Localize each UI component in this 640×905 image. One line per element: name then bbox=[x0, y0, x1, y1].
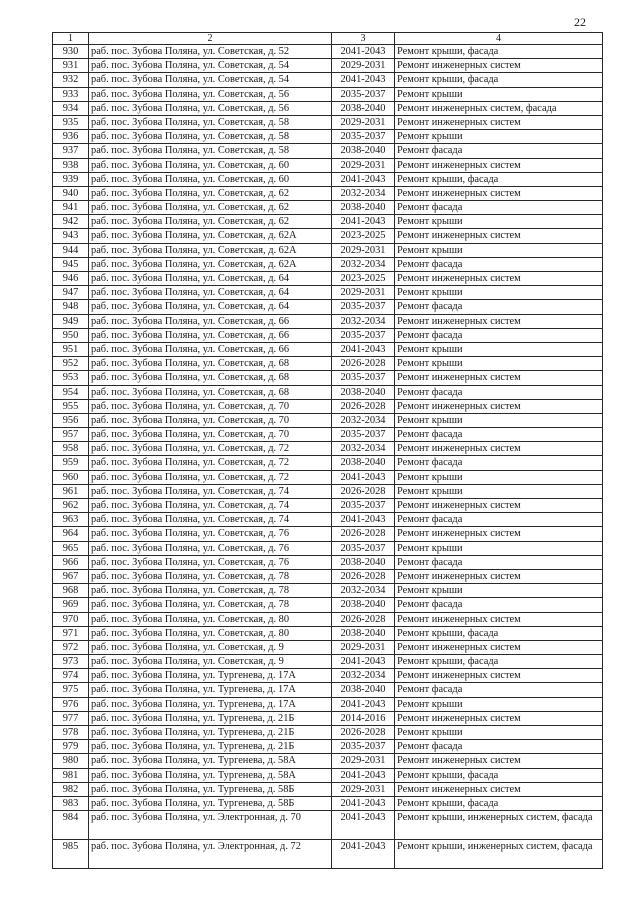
address-cell: раб. пос. Зубова Поляна, ул. Советская, д. 70 bbox=[89, 413, 332, 427]
work-type-cell: Ремонт крыши bbox=[395, 541, 603, 555]
table-row bbox=[53, 328, 603, 342]
header-cell-1: 1 bbox=[53, 33, 89, 45]
header-row bbox=[53, 33, 603, 45]
address-cell: раб. пос. Зубова Поляна, ул. Советская, д. 62А bbox=[89, 229, 332, 243]
address-cell: раб. пос. Зубова Поляна, ул. Тургенева, д. 17А bbox=[89, 683, 332, 697]
period-cell: 2029-2031 bbox=[332, 243, 395, 257]
row-number-cell: 958 bbox=[53, 442, 89, 456]
address-cell: раб. пос. Зубова Поляна, ул. Советская, д. 64 bbox=[89, 286, 332, 300]
period-cell: 2041-2043 bbox=[332, 840, 395, 869]
table-row bbox=[53, 144, 603, 158]
period-cell: 2035-2037 bbox=[332, 371, 395, 385]
table-row bbox=[53, 612, 603, 626]
period-cell: 2038-2040 bbox=[332, 101, 395, 115]
period-cell: 2041-2043 bbox=[332, 513, 395, 527]
work-type-cell: Ремонт фасада bbox=[395, 328, 603, 342]
period-cell: 2026-2028 bbox=[332, 484, 395, 498]
address-cell: раб. пос. Зубова Поляна, ул. Советская, д. 66 bbox=[89, 342, 332, 356]
work-type-cell: Ремонт крыши, фасада bbox=[395, 768, 603, 782]
period-cell: 2032-2034 bbox=[332, 442, 395, 456]
table-row bbox=[53, 569, 603, 583]
table-body bbox=[53, 45, 603, 869]
row-number-cell: 941 bbox=[53, 201, 89, 215]
row-number-cell: 984 bbox=[53, 811, 89, 840]
page-number: 22 bbox=[574, 15, 586, 29]
row-number-cell: 956 bbox=[53, 413, 89, 427]
work-type-cell: Ремонт крыши bbox=[395, 413, 603, 427]
period-cell: 2041-2043 bbox=[332, 215, 395, 229]
table-row bbox=[53, 385, 603, 399]
period-cell: 2029-2031 bbox=[332, 782, 395, 796]
address-cell: раб. пос. Зубова Поляна, ул. Тургенева, д. 58Б bbox=[89, 782, 332, 796]
table-row bbox=[53, 229, 603, 243]
table-row bbox=[53, 314, 603, 328]
work-type-cell: Ремонт фасада bbox=[395, 300, 603, 314]
row-number-cell: 976 bbox=[53, 697, 89, 711]
work-type-cell: Ремонт инженерных систем bbox=[395, 229, 603, 243]
work-type-cell: Ремонт крыши bbox=[395, 470, 603, 484]
work-type-cell: Ремонт инженерных систем bbox=[395, 115, 603, 129]
work-type-cell: Ремонт инженерных систем bbox=[395, 569, 603, 583]
row-number-cell: 935 bbox=[53, 115, 89, 129]
work-type-cell: Ремонт крыши, фасада bbox=[395, 73, 603, 87]
row-number-cell: 940 bbox=[53, 186, 89, 200]
table-row bbox=[53, 272, 603, 286]
work-type-cell: Ремонт крыши, фасада bbox=[395, 172, 603, 186]
address-cell: раб. пос. Зубова Поляна, ул. Советская, д. 78 bbox=[89, 584, 332, 598]
row-number-cell: 979 bbox=[53, 740, 89, 754]
row-number-cell: 961 bbox=[53, 484, 89, 498]
row-number-cell: 967 bbox=[53, 569, 89, 583]
period-cell: 2032-2034 bbox=[332, 584, 395, 598]
table-row bbox=[53, 442, 603, 456]
period-cell: 2035-2037 bbox=[332, 541, 395, 555]
period-cell: 2041-2043 bbox=[332, 73, 395, 87]
table-row bbox=[53, 115, 603, 129]
period-cell: 2038-2040 bbox=[332, 683, 395, 697]
address-cell: раб. пос. Зубова Поляна, ул. Советская, д. 62 bbox=[89, 215, 332, 229]
work-type-cell: Ремонт фасада bbox=[395, 598, 603, 612]
work-type-cell: Ремонт инженерных систем bbox=[395, 782, 603, 796]
address-cell: раб. пос. Зубова Поляна, ул. Советская, д. 54 bbox=[89, 59, 332, 73]
address-cell: раб. пос. Зубова Поляна, ул. Советская, д. 64 bbox=[89, 272, 332, 286]
work-type-cell: Ремонт крыши bbox=[395, 342, 603, 356]
table-row bbox=[53, 669, 603, 683]
address-cell: раб. пос. Зубова Поляна, ул. Электронная, д. 72 bbox=[89, 840, 332, 869]
work-type-cell: Ремонт крыши bbox=[395, 243, 603, 257]
period-cell: 2041-2043 bbox=[332, 342, 395, 356]
address-cell: раб. пос. Зубова Поляна, ул. Советская, д. 62А bbox=[89, 257, 332, 271]
row-number-cell: 971 bbox=[53, 626, 89, 640]
table-row bbox=[53, 541, 603, 555]
work-type-cell: Ремонт крыши bbox=[395, 215, 603, 229]
address-cell: раб. пос. Зубова Поляна, ул. Советская, д. 80 bbox=[89, 612, 332, 626]
table-row bbox=[53, 87, 603, 101]
work-type-cell: Ремонт инженерных систем bbox=[395, 59, 603, 73]
table-row bbox=[53, 711, 603, 725]
work-type-cell: Ремонт крыши, инженерных систем, фасада bbox=[395, 840, 603, 869]
period-cell: 2035-2037 bbox=[332, 740, 395, 754]
address-cell: раб. пос. Зубова Поляна, ул. Советская, д. 60 bbox=[89, 172, 332, 186]
work-type-cell: Ремонт инженерных систем bbox=[395, 499, 603, 513]
table-row bbox=[53, 598, 603, 612]
header-cell-2: 2 bbox=[89, 33, 332, 45]
table-row bbox=[53, 357, 603, 371]
period-cell: 2026-2028 bbox=[332, 612, 395, 626]
work-type-cell: Ремонт инженерных систем bbox=[395, 186, 603, 200]
row-number-cell: 946 bbox=[53, 272, 89, 286]
address-cell: раб. пос. Зубова Поляна, ул. Советская, д. 58 bbox=[89, 144, 332, 158]
work-type-cell: Ремонт инженерных систем bbox=[395, 399, 603, 413]
table-row bbox=[53, 243, 603, 257]
work-type-cell: Ремонт инженерных систем bbox=[395, 527, 603, 541]
table-row bbox=[53, 527, 603, 541]
work-type-cell: Ремонт фасада bbox=[395, 683, 603, 697]
address-cell: раб. пос. Зубова Поляна, ул. Советская, д. 9 bbox=[89, 655, 332, 669]
work-type-cell: Ремонт инженерных систем bbox=[395, 640, 603, 654]
work-type-cell: Ремонт инженерных систем bbox=[395, 442, 603, 456]
address-cell: раб. пос. Зубова Поляна, ул. Тургенева, д. 58А bbox=[89, 768, 332, 782]
address-cell: раб. пос. Зубова Поляна, ул. Советская, д. 62А bbox=[89, 243, 332, 257]
address-cell: раб. пос. Зубова Поляна, ул. Советская, д. 76 bbox=[89, 541, 332, 555]
period-cell: 2032-2034 bbox=[332, 413, 395, 427]
table-row bbox=[53, 300, 603, 314]
work-type-cell: Ремонт крыши bbox=[395, 87, 603, 101]
row-number-cell: 983 bbox=[53, 796, 89, 810]
work-type-cell: Ремонт фасада bbox=[395, 201, 603, 215]
address-cell: раб. пос. Зубова Поляна, ул. Советская, д. 78 bbox=[89, 569, 332, 583]
work-type-cell: Ремонт фасада bbox=[395, 428, 603, 442]
row-number-cell: 985 bbox=[53, 840, 89, 869]
period-cell: 2038-2040 bbox=[332, 201, 395, 215]
table-row bbox=[53, 484, 603, 498]
work-type-cell: Ремонт крыши, инженерных систем, фасада bbox=[395, 811, 603, 840]
address-cell: раб. пос. Зубова Поляна, ул. Советская, д. 54 bbox=[89, 73, 332, 87]
address-cell: раб. пос. Зубова Поляна, ул. Советская, д. 60 bbox=[89, 158, 332, 172]
work-type-cell: Ремонт инженерных систем bbox=[395, 314, 603, 328]
row-number-cell: 970 bbox=[53, 612, 89, 626]
table-row bbox=[53, 683, 603, 697]
row-number-cell: 960 bbox=[53, 470, 89, 484]
work-type-cell: Ремонт крыши bbox=[395, 130, 603, 144]
table-row bbox=[53, 640, 603, 654]
address-cell: раб. пос. Зубова Поляна, ул. Советская, д. 76 bbox=[89, 527, 332, 541]
row-number-cell: 968 bbox=[53, 584, 89, 598]
period-cell: 2026-2028 bbox=[332, 527, 395, 541]
row-number-cell: 969 bbox=[53, 598, 89, 612]
row-number-cell: 963 bbox=[53, 513, 89, 527]
address-cell: раб. пос. Зубова Поляна, ул. Советская, д. 56 bbox=[89, 87, 332, 101]
work-type-cell: Ремонт крыши bbox=[395, 584, 603, 598]
work-type-cell: Ремонт инженерных систем bbox=[395, 711, 603, 725]
table-row bbox=[53, 172, 603, 186]
period-cell: 2041-2043 bbox=[332, 172, 395, 186]
period-cell: 2035-2037 bbox=[332, 87, 395, 101]
period-cell: 2041-2043 bbox=[332, 470, 395, 484]
work-type-cell: Ремонт инженерных систем bbox=[395, 371, 603, 385]
period-cell: 2038-2040 bbox=[332, 598, 395, 612]
address-cell: раб. пос. Зубова Поляна, ул. Советская, д. 62 bbox=[89, 186, 332, 200]
period-cell: 2035-2037 bbox=[332, 300, 395, 314]
period-cell: 2023-2025 bbox=[332, 229, 395, 243]
period-cell: 2029-2031 bbox=[332, 640, 395, 654]
period-cell: 2038-2040 bbox=[332, 626, 395, 640]
work-type-cell: Ремонт крыши, фасада bbox=[395, 796, 603, 810]
address-cell: раб. пос. Зубова Поляна, ул. Советская, д. 70 bbox=[89, 399, 332, 413]
period-cell: 2035-2037 bbox=[332, 499, 395, 513]
address-cell: раб. пос. Зубова Поляна, ул. Советская, д. 66 bbox=[89, 328, 332, 342]
work-type-cell: Ремонт крыши bbox=[395, 697, 603, 711]
table-row bbox=[53, 413, 603, 427]
address-cell: раб. пос. Зубова Поляна, ул. Советская, д. 68 bbox=[89, 371, 332, 385]
address-cell: раб. пос. Зубова Поляна, ул. Советская, д. 74 bbox=[89, 499, 332, 513]
table-row bbox=[53, 584, 603, 598]
table-row bbox=[53, 726, 603, 740]
period-cell: 2041-2043 bbox=[332, 655, 395, 669]
row-number-cell: 944 bbox=[53, 243, 89, 257]
period-cell: 2041-2043 bbox=[332, 45, 395, 59]
row-number-cell: 943 bbox=[53, 229, 89, 243]
work-type-cell: Ремонт крыши, фасада bbox=[395, 655, 603, 669]
address-cell: раб. пос. Зубова Поляна, ул. Тургенева, д. 17А bbox=[89, 669, 332, 683]
work-type-cell: Ремонт фасада bbox=[395, 385, 603, 399]
address-cell: раб. пос. Зубова Поляна, ул. Советская, д. 74 bbox=[89, 484, 332, 498]
period-cell: 2029-2031 bbox=[332, 286, 395, 300]
work-type-cell: Ремонт крыши bbox=[395, 726, 603, 740]
row-number-cell: 936 bbox=[53, 130, 89, 144]
period-cell: 2029-2031 bbox=[332, 158, 395, 172]
address-cell: раб. пос. Зубова Поляна, ул. Советская, д. 66 bbox=[89, 314, 332, 328]
table-row bbox=[53, 130, 603, 144]
row-number-cell: 955 bbox=[53, 399, 89, 413]
work-type-cell: Ремонт инженерных систем bbox=[395, 612, 603, 626]
address-cell: раб. пос. Зубова Поляна, ул. Советская, д. 68 bbox=[89, 357, 332, 371]
row-number-cell: 974 bbox=[53, 669, 89, 683]
period-cell: 2029-2031 bbox=[332, 59, 395, 73]
address-cell: раб. пос. Зубова Поляна, ул. Советская, д. 80 bbox=[89, 626, 332, 640]
table-row bbox=[53, 811, 603, 840]
address-cell: раб. пос. Зубова Поляна, ул. Тургенева, д. 17А bbox=[89, 697, 332, 711]
period-cell: 2038-2040 bbox=[332, 456, 395, 470]
period-cell: 2041-2043 bbox=[332, 811, 395, 840]
period-cell: 2038-2040 bbox=[332, 144, 395, 158]
period-cell: 2041-2043 bbox=[332, 697, 395, 711]
row-number-cell: 954 bbox=[53, 385, 89, 399]
row-number-cell: 937 bbox=[53, 144, 89, 158]
work-type-cell: Ремонт фасада bbox=[395, 740, 603, 754]
table-row bbox=[53, 257, 603, 271]
table-row bbox=[53, 782, 603, 796]
table-row bbox=[53, 740, 603, 754]
header-cell-3: 3 bbox=[332, 33, 395, 45]
table-row bbox=[53, 186, 603, 200]
repair-schedule-table bbox=[52, 32, 603, 869]
row-number-cell: 949 bbox=[53, 314, 89, 328]
work-type-cell: Ремонт крыши bbox=[395, 286, 603, 300]
row-number-cell: 939 bbox=[53, 172, 89, 186]
table-row bbox=[53, 399, 603, 413]
row-number-cell: 950 bbox=[53, 328, 89, 342]
table-row bbox=[53, 555, 603, 569]
period-cell: 2032-2034 bbox=[332, 314, 395, 328]
row-number-cell: 975 bbox=[53, 683, 89, 697]
work-type-cell: Ремонт крыши bbox=[395, 357, 603, 371]
row-number-cell: 957 bbox=[53, 428, 89, 442]
work-type-cell: Ремонт крыши, фасада bbox=[395, 45, 603, 59]
period-cell: 2029-2031 bbox=[332, 754, 395, 768]
table-row bbox=[53, 158, 603, 172]
table-row bbox=[53, 428, 603, 442]
period-cell: 2035-2037 bbox=[332, 328, 395, 342]
address-cell: раб. пос. Зубова Поляна, ул. Советская, д. 56 bbox=[89, 101, 332, 115]
table-row bbox=[53, 215, 603, 229]
table-row bbox=[53, 513, 603, 527]
address-cell: раб. пос. Зубова Поляна, ул. Советская, д. 72 bbox=[89, 456, 332, 470]
table-row bbox=[53, 286, 603, 300]
address-cell: раб. пос. Зубова Поляна, ул. Советская, д. 62 bbox=[89, 201, 332, 215]
work-type-cell: Ремонт фасада bbox=[395, 555, 603, 569]
table-row bbox=[53, 45, 603, 59]
table-row bbox=[53, 655, 603, 669]
address-cell: раб. пос. Зубова Поляна, ул. Советская, д. 9 bbox=[89, 640, 332, 654]
row-number-cell: 948 bbox=[53, 300, 89, 314]
address-cell: раб. пос. Зубова Поляна, ул. Советская, д. 64 bbox=[89, 300, 332, 314]
address-cell: раб. пос. Зубова Поляна, ул. Тургенева, д. 58А bbox=[89, 754, 332, 768]
table-row bbox=[53, 342, 603, 356]
period-cell: 2041-2043 bbox=[332, 768, 395, 782]
row-number-cell: 933 bbox=[53, 87, 89, 101]
address-cell: раб. пос. Зубова Поляна, ул. Тургенева, д. 58Б bbox=[89, 796, 332, 810]
row-number-cell: 972 bbox=[53, 640, 89, 654]
row-number-cell: 945 bbox=[53, 257, 89, 271]
address-cell: раб. пос. Зубова Поляна, ул. Советская, д. 72 bbox=[89, 470, 332, 484]
table-row bbox=[53, 101, 603, 115]
period-cell: 2032-2034 bbox=[332, 186, 395, 200]
row-number-cell: 959 bbox=[53, 456, 89, 470]
work-type-cell: Ремонт крыши, фасада bbox=[395, 626, 603, 640]
period-cell: 2041-2043 bbox=[332, 796, 395, 810]
table-row bbox=[53, 73, 603, 87]
work-type-cell: Ремонт фасада bbox=[395, 513, 603, 527]
address-cell: раб. пос. Зубова Поляна, ул. Советская, д. 76 bbox=[89, 555, 332, 569]
period-cell: 2026-2028 bbox=[332, 357, 395, 371]
address-cell: раб. пос. Зубова Поляна, ул. Советская, д. 68 bbox=[89, 385, 332, 399]
work-type-cell: Ремонт фасада bbox=[395, 257, 603, 271]
address-cell: раб. пос. Зубова Поляна, ул. Тургенева, д. 21Б bbox=[89, 711, 332, 725]
work-type-cell: Ремонт инженерных систем bbox=[395, 272, 603, 286]
period-cell: 2035-2037 bbox=[332, 130, 395, 144]
period-cell: 2014-2016 bbox=[332, 711, 395, 725]
address-cell: раб. пос. Зубова Поляна, ул. Советская, д. 78 bbox=[89, 598, 332, 612]
header-cell-4: 4 bbox=[395, 33, 603, 45]
row-number-cell: 962 bbox=[53, 499, 89, 513]
table-row bbox=[53, 768, 603, 782]
work-type-cell: Ремонт фасада bbox=[395, 456, 603, 470]
row-number-cell: 932 bbox=[53, 73, 89, 87]
table-row bbox=[53, 371, 603, 385]
address-cell: раб. пос. Зубова Поляна, ул. Советская, д. 72 bbox=[89, 442, 332, 456]
row-number-cell: 980 bbox=[53, 754, 89, 768]
work-type-cell: Ремонт инженерных систем bbox=[395, 754, 603, 768]
row-number-cell: 931 bbox=[53, 59, 89, 73]
row-number-cell: 964 bbox=[53, 527, 89, 541]
address-cell: раб. пос. Зубова Поляна, ул. Советская, д. 52 bbox=[89, 45, 332, 59]
work-type-cell: Ремонт инженерных систем bbox=[395, 669, 603, 683]
period-cell: 2026-2028 bbox=[332, 569, 395, 583]
period-cell: 2026-2028 bbox=[332, 726, 395, 740]
table-row bbox=[53, 59, 603, 73]
period-cell: 2029-2031 bbox=[332, 115, 395, 129]
address-cell: раб. пос. Зубова Поляна, ул. Тургенева, д. 21Б bbox=[89, 740, 332, 754]
row-number-cell: 951 bbox=[53, 342, 89, 356]
table-row bbox=[53, 201, 603, 215]
row-number-cell: 965 bbox=[53, 541, 89, 555]
period-cell: 2038-2040 bbox=[332, 385, 395, 399]
period-cell: 2023-2025 bbox=[332, 272, 395, 286]
row-number-cell: 981 bbox=[53, 768, 89, 782]
address-cell: раб. пос. Зубова Поляна, ул. Советская, д. 58 bbox=[89, 115, 332, 129]
row-number-cell: 952 bbox=[53, 357, 89, 371]
period-cell: 2035-2037 bbox=[332, 428, 395, 442]
address-cell: раб. пос. Зубова Поляна, ул. Советская, д. 74 bbox=[89, 513, 332, 527]
table-row bbox=[53, 754, 603, 768]
address-cell: раб. пос. Зубова Поляна, ул. Советская, д. 70 bbox=[89, 428, 332, 442]
address-cell: раб. пос. Зубова Поляна, ул. Электронная, д. 70 bbox=[89, 811, 332, 840]
row-number-cell: 982 bbox=[53, 782, 89, 796]
row-number-cell: 977 bbox=[53, 711, 89, 725]
period-cell: 2032-2034 bbox=[332, 669, 395, 683]
row-number-cell: 966 bbox=[53, 555, 89, 569]
row-number-cell: 938 bbox=[53, 158, 89, 172]
table-row bbox=[53, 697, 603, 711]
table-row bbox=[53, 456, 603, 470]
period-cell: 2026-2028 bbox=[332, 399, 395, 413]
period-cell: 2032-2034 bbox=[332, 257, 395, 271]
row-number-cell: 973 bbox=[53, 655, 89, 669]
row-number-cell: 934 bbox=[53, 101, 89, 115]
table-header bbox=[53, 33, 603, 45]
table-row bbox=[53, 840, 603, 869]
row-number-cell: 942 bbox=[53, 215, 89, 229]
address-cell: раб. пос. Зубова Поляна, ул. Тургенева, д. 21Б bbox=[89, 726, 332, 740]
address-cell: раб. пос. Зубова Поляна, ул. Советская, д. 58 bbox=[89, 130, 332, 144]
table-row bbox=[53, 470, 603, 484]
table-row bbox=[53, 499, 603, 513]
period-cell: 2038-2040 bbox=[332, 555, 395, 569]
work-type-cell: Ремонт крыши bbox=[395, 484, 603, 498]
row-number-cell: 947 bbox=[53, 286, 89, 300]
work-type-cell: Ремонт инженерных систем, фасада bbox=[395, 101, 603, 115]
row-number-cell: 978 bbox=[53, 726, 89, 740]
work-type-cell: Ремонт инженерных систем bbox=[395, 158, 603, 172]
row-number-cell: 930 bbox=[53, 45, 89, 59]
table-row bbox=[53, 626, 603, 640]
table-row bbox=[53, 796, 603, 810]
work-type-cell: Ремонт фасада bbox=[395, 144, 603, 158]
row-number-cell: 953 bbox=[53, 371, 89, 385]
